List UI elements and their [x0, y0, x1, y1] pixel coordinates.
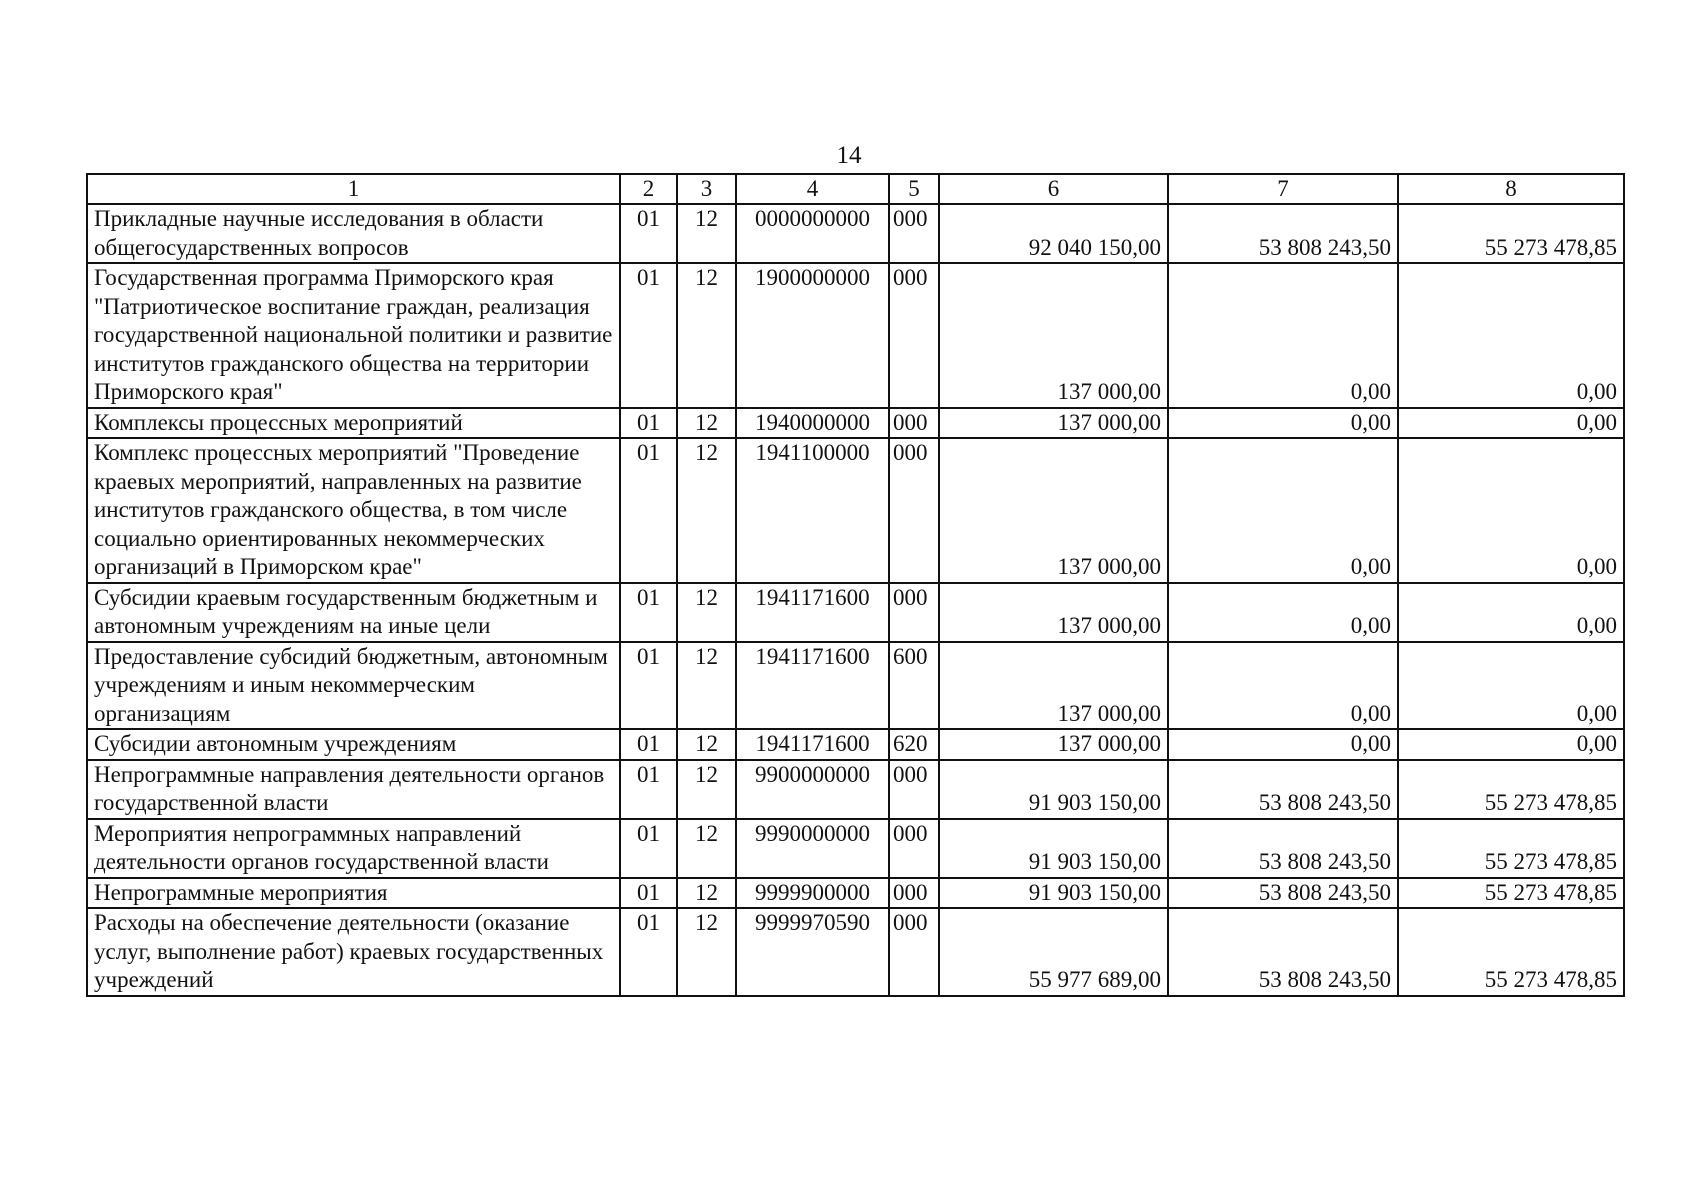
section-code: 01: [620, 760, 677, 819]
column-header: 4: [736, 174, 889, 204]
subsection-code: 12: [677, 908, 736, 996]
section-code: 01: [620, 908, 677, 996]
section-code: 01: [620, 408, 677, 439]
amount-col-6: 137 000,00: [939, 438, 1168, 583]
expense-name: Субсидии краевым государственным бюджетным и автономным учреждениям на иные цели: [87, 583, 620, 642]
subsection-code: 12: [677, 760, 736, 819]
amount-col-7: 53 808 243,50: [1168, 204, 1398, 263]
subsection-code: 12: [677, 204, 736, 263]
expense-name: Предоставление субсидий бюджетным, автономным учреждениям и иным некоммерческим организациям: [87, 642, 620, 730]
column-header: 3: [677, 174, 736, 204]
expense-name: Непрограммные мероприятия: [87, 878, 620, 909]
expense-name: Комплекс процессных мероприятий "Проведение краевых мероприятий, направленных на развитие институтов гражданского общества, в том числе социально ориентированных некоммерческих организаций в Приморском крае": [87, 438, 620, 583]
expense-name: Субсидии автономным учреждениям: [87, 729, 620, 760]
amount-col-7: 53 808 243,50: [1168, 878, 1398, 909]
section-code: 01: [620, 263, 677, 408]
expense-type-code: 000: [889, 878, 939, 909]
header-row: [87, 174, 1624, 204]
expense-type-code: 000: [889, 438, 939, 583]
amount-col-7: 53 808 243,50: [1168, 760, 1398, 819]
target-article-code: 9999970590: [736, 908, 889, 996]
amount-col-8: 0,00: [1398, 408, 1624, 439]
target-article-code: 1941100000: [736, 438, 889, 583]
column-header: 1: [87, 174, 620, 204]
amount-col-6: 137 000,00: [939, 729, 1168, 760]
amount-col-8: 0,00: [1398, 642, 1624, 730]
expense-name: Комплексы процессных мероприятий: [87, 408, 620, 439]
table-row: [87, 760, 1624, 819]
section-code: 01: [620, 642, 677, 730]
expense-type-code: 000: [889, 819, 939, 878]
amount-col-7: 0,00: [1168, 263, 1398, 408]
amount-col-6: 92 040 150,00: [939, 204, 1168, 263]
column-header: 8: [1398, 174, 1624, 204]
amount-col-7: 0,00: [1168, 729, 1398, 760]
subsection-code: 12: [677, 408, 736, 439]
column-header: 7: [1168, 174, 1398, 204]
target-article-code: 1941171600: [736, 583, 889, 642]
target-article-code: 1941171600: [736, 729, 889, 760]
table-row: [87, 908, 1624, 996]
amount-col-6: 91 903 150,00: [939, 819, 1168, 878]
table-row: [87, 204, 1624, 263]
subsection-code: 12: [677, 263, 736, 408]
expense-type-code: 000: [889, 583, 939, 642]
subsection-code: 12: [677, 878, 736, 909]
section-code: 01: [620, 583, 677, 642]
section-code: 01: [620, 438, 677, 583]
section-code: 01: [620, 878, 677, 909]
amount-col-6: 91 903 150,00: [939, 878, 1168, 909]
target-article-code: 9990000000: [736, 819, 889, 878]
amount-col-6: 91 903 150,00: [939, 760, 1168, 819]
target-article-code: 9900000000: [736, 760, 889, 819]
column-header: 5: [889, 174, 939, 204]
amount-col-8: 0,00: [1398, 438, 1624, 583]
amount-col-8: 55 273 478,85: [1398, 204, 1624, 263]
amount-col-8: 55 273 478,85: [1398, 908, 1624, 996]
subsection-code: 12: [677, 438, 736, 583]
amount-col-8: 55 273 478,85: [1398, 760, 1624, 819]
amount-col-8: 0,00: [1398, 729, 1624, 760]
target-article-code: 1941171600: [736, 642, 889, 730]
page-number: 14: [836, 142, 862, 169]
amount-col-7: 0,00: [1168, 408, 1398, 439]
amount-col-7: 53 808 243,50: [1168, 908, 1398, 996]
amount-col-8: 0,00: [1398, 263, 1624, 408]
amount-col-7: 0,00: [1168, 583, 1398, 642]
amount-col-6: 55 977 689,00: [939, 908, 1168, 996]
expense-type-code: 000: [889, 263, 939, 408]
table-row: [87, 583, 1624, 642]
table-row: [87, 408, 1624, 439]
subsection-code: 12: [677, 729, 736, 760]
subsection-code: 12: [677, 642, 736, 730]
table-row: [87, 878, 1624, 909]
amount-col-8: 0,00: [1398, 583, 1624, 642]
column-header: 2: [620, 174, 677, 204]
expense-type-code: 000: [889, 408, 939, 439]
target-article-code: 9999900000: [736, 878, 889, 909]
target-article-code: 0000000000: [736, 204, 889, 263]
amount-col-8: 55 273 478,85: [1398, 819, 1624, 878]
amount-col-6: 137 000,00: [939, 263, 1168, 408]
target-article-code: 1940000000: [736, 408, 889, 439]
amount-col-6: 137 000,00: [939, 642, 1168, 730]
expense-name: Мероприятия непрограммных направлений деятельности органов государственной власти: [87, 819, 620, 878]
section-code: 01: [620, 204, 677, 263]
expense-type-code: 000: [889, 908, 939, 996]
amount-col-6: 137 000,00: [939, 583, 1168, 642]
amount-col-6: 137 000,00: [939, 408, 1168, 439]
expense-name: Прикладные научные исследования в области общегосударственных вопросов: [87, 204, 620, 263]
subsection-code: 12: [677, 583, 736, 642]
table-row: [87, 819, 1624, 878]
expense-name: Расходы на обеспечение деятельности (оказание услуг, выполнение работ) краевых государственных учреждений: [87, 908, 620, 996]
expense-type-code: 000: [889, 760, 939, 819]
amount-col-8: 55 273 478,85: [1398, 878, 1624, 909]
section-code: 01: [620, 819, 677, 878]
expense-type-code: 620: [889, 729, 939, 760]
expense-name: Непрограммные направления деятельности органов государственной власти: [87, 760, 620, 819]
subsection-code: 12: [677, 819, 736, 878]
expense-type-code: 600: [889, 642, 939, 730]
amount-col-7: 0,00: [1168, 642, 1398, 730]
table-row: [87, 263, 1624, 408]
amount-col-7: 0,00: [1168, 438, 1398, 583]
budget-table: [86, 173, 1625, 997]
table-row: [87, 729, 1624, 760]
table-row: [87, 642, 1624, 730]
section-code: 01: [620, 729, 677, 760]
column-header: 6: [939, 174, 1168, 204]
expense-type-code: 000: [889, 204, 939, 263]
target-article-code: 1900000000: [736, 263, 889, 408]
table-row: [87, 438, 1624, 583]
amount-col-7: 53 808 243,50: [1168, 819, 1398, 878]
expense-name: Государственная программа Приморского края "Патриотическое воспитание граждан, реализация государственной национальной политики и развитие институтов гражданского общества на территории Приморского края": [87, 263, 620, 408]
